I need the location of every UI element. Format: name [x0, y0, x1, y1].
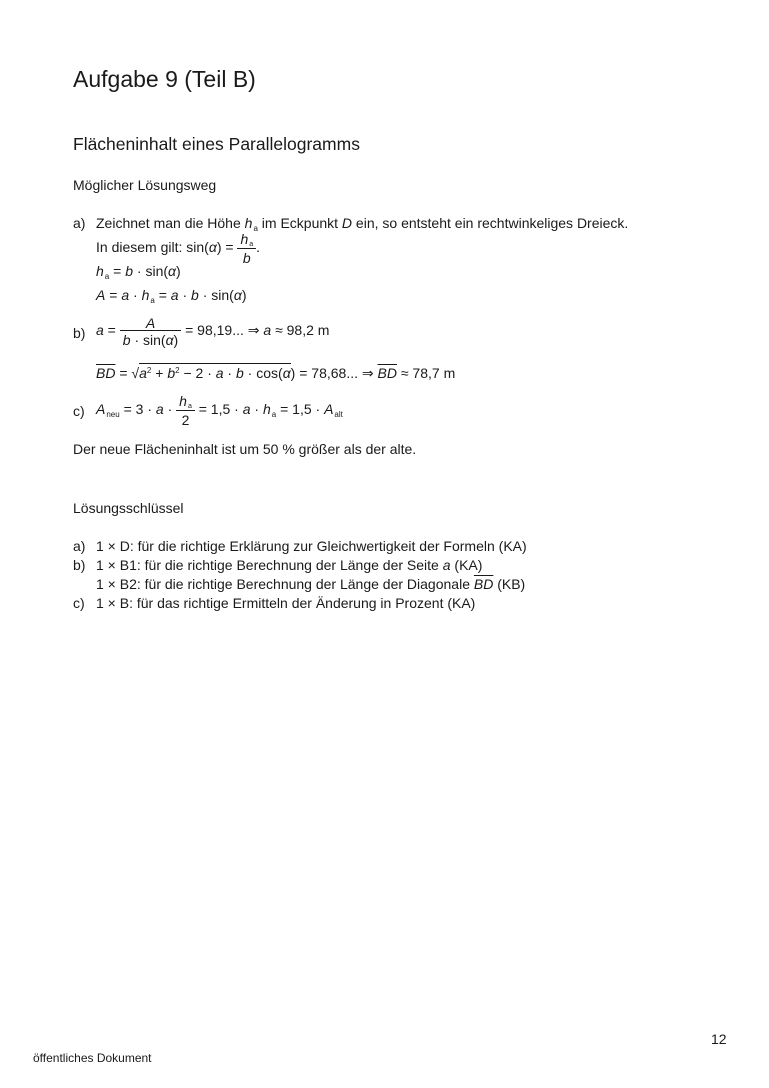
page-number: 12: [711, 1031, 727, 1047]
key-item-label: c): [73, 595, 85, 611]
key-item-text: 1 × B2: für die richtige Berechnung der Länge der Diagonale $\overline{BD}$ (KB): [96, 576, 526, 592]
key-item-text: 1 × D: für die richtige Erklärung zur Gleichwertigkeit der Formeln (KA): [96, 538, 527, 554]
loesungsweg-heading: Möglicher Lösungsweg: [73, 177, 217, 193]
footer-text: öffentliches Dokument: [33, 1051, 152, 1065]
key-item-label: b): [73, 557, 86, 573]
part-c-label: c): [73, 403, 85, 419]
part-a-label: a): [73, 215, 86, 231]
part-b-line1: a = $\frac{A}{b \cdot \sin(\alpha)}$ = 98,19... ⇒ a ≈ 98,2 m: [96, 315, 330, 348]
fraction-ha-b: $\frac{h_a}{b}$: [237, 232, 256, 265]
part-a-line4: $A = a \cdot h_a = a \cdot b \cdot \sin(\alpha)$: [96, 287, 247, 305]
fraction-ha-2: $\frac{h_a}{2}$: [176, 394, 195, 427]
key-item-text: 1 × B1: für die richtige Berechnung der Länge der Seite a (KA): [96, 557, 483, 573]
part-a-line2: In diesem gilt: sin(α) = $\frac{h_a}{b}$ .: [96, 231, 261, 266]
conclusion-text: Der neue Flächeninhalt ist um 50 % größer als der alte.: [73, 441, 417, 457]
page-title: Aufgabe 9 (Teil B): [73, 66, 256, 92]
fraction-A-bsin: $\frac{A}{b \cdot \sin(\alpha)}$: [120, 316, 181, 347]
key-item-text: 1 × B: für das richtige Ermitteln der Änderung in Prozent (KA): [96, 595, 476, 611]
part-b-line2: $\overline{BD} = √a^2 + b^2 - 2 \cdot a \cdot b \cdot \cos(\alpha) = 78,68$... ⇒ $\overline{BD} \approx 78,7$ m: [96, 365, 456, 381]
part-c-line1: $A_{neu} = 3 \cdot a$ · $\frac{h_a}{2}$ = $1,5 \cdot a \cdot h_a = 1,5 \cdot A_{alt}$: [96, 393, 343, 428]
section-title: Flächeninhalt eines Parallelogramms: [73, 134, 360, 154]
part-a-line1: Zeichnet man die Höhe $h_a$ im Eckpunkt D ein, so entsteht ein rechtwinkeliges Dreieck.: [96, 215, 629, 233]
part-a-line3: $h_a = b \cdot \sin(\alpha)$: [96, 263, 181, 281]
part-b-label: b): [73, 325, 86, 341]
key-item-label: a): [73, 538, 86, 554]
schluessel-heading: Lösungsschlüssel: [73, 500, 184, 516]
